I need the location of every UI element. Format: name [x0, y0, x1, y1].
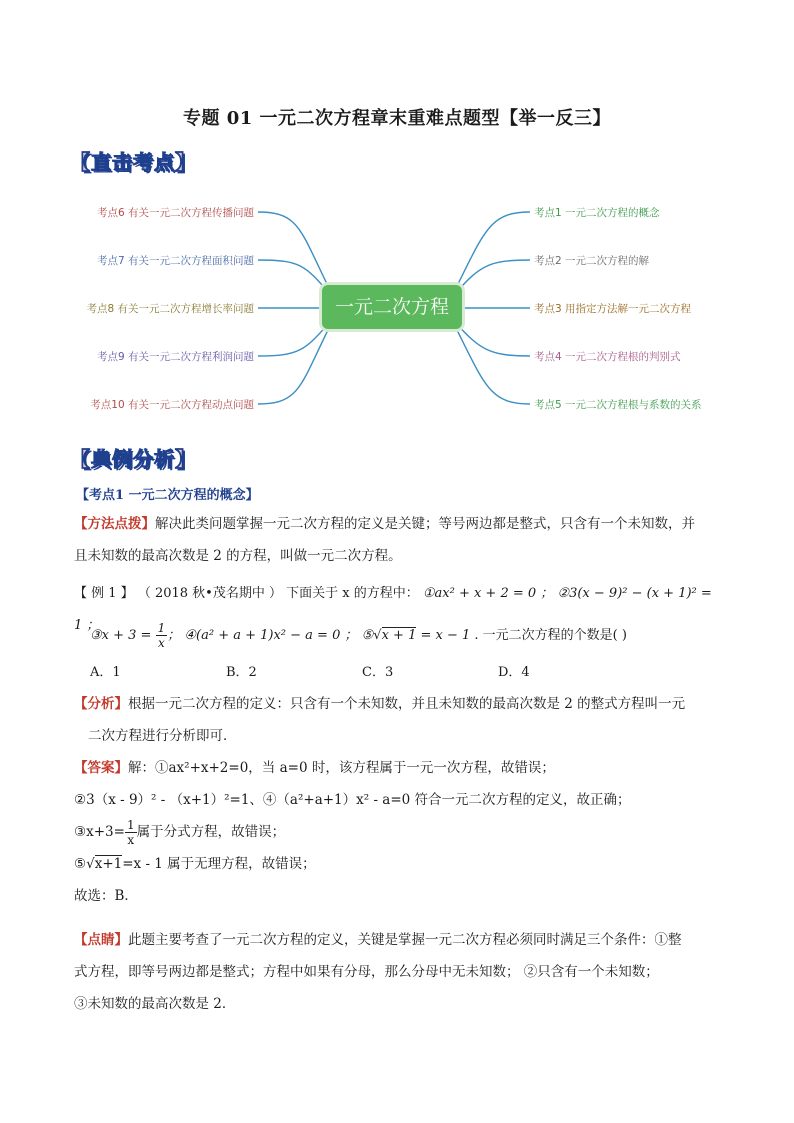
mindmap-right-1: 考点1 一元二次方程的概念: [534, 207, 660, 219]
equation-4: ④(a² + a + 1)x² − a = 0 ；: [184, 628, 358, 643]
mindmap-right-2: 考点2 一元二次方程的解: [534, 255, 650, 267]
example-line-2: [90, 620, 740, 652]
method-tag: 【方法点拨】: [74, 516, 155, 532]
example-text: 下面关于 x 的方程中：: [286, 586, 419, 601]
example-source: （ 2018 秋•茂名期中 ）: [137, 586, 282, 601]
choice-b: B．2: [226, 665, 257, 680]
example-tag: 【 例 1 】: [74, 586, 134, 601]
analysis-paragraph: 【分析】根据一元二次方程的定义：只含有一个未知数，并且未知数的最高次数是 2 的整式方程叫一元 二次方程进行分析即可．: [74, 696, 686, 744]
answer-line-5: 故选：B．: [74, 888, 138, 904]
equation-1: ①ax² + x + 2 = 0 ；: [422, 586, 554, 601]
equation-3: ③x + 3 = $\frac{1}{x}$ ；: [90, 621, 181, 650]
comment-paragraph: 【点睛】此题主要考查了一元二次方程的定义，关键是掌握一元二次方程必须同时满足三个条件：①整 式方程，即等号两边都是整式；方程中如果有分母，那么分母中无未知数； ②只含有一个未知数； ③未知数的最高次数是 2．: [74, 932, 682, 1012]
mindmap-left-3: 考点8 有关一元二次方程增长率问题: [86, 303, 254, 315]
choice-d: D．4: [498, 665, 530, 680]
analysis-tag: 【分析】: [74, 696, 128, 712]
choice-c: C．3: [362, 665, 394, 680]
answer-line-3: ③x+3= $\frac{1}{x}$ 属于分式方程，故错误；: [74, 818, 286, 847]
mindmap-left-4: 考点9 有关一元二次方程利润问题: [96, 351, 254, 363]
answer-line-2: ②3（x - 9）² - （x+1）²=1、④（a²+a+1）x² - a=0 符合一元二次方程的定义，故正确；: [74, 792, 631, 808]
equation-5: ⑤√x + 1 = x − 1 .: [361, 628, 479, 643]
banner-key-points: 【直击考点】: [70, 150, 196, 174]
mindmap-left-1: 考点6 有关一元二次方程传播问题: [96, 207, 254, 219]
page-title: 专题 01 一元二次方程章末重难点题型【举一反三】: [182, 108, 612, 129]
answer-paragraph: [74, 752, 724, 912]
method-paragraph: [74, 508, 724, 572]
mindmap-left-2: 考点7 有关一元二次方程面积问题: [96, 255, 254, 267]
mindmap-right-4: 考点4 一元二次方程根的判别式: [534, 351, 681, 363]
mindmap-left-5: 考点10 有关一元二次方程动点问题: [90, 399, 254, 411]
mindmap-center: 一元二次方程: [322, 285, 462, 329]
choice-a: A．1: [90, 665, 121, 680]
section-heading: 【考点1 一元二次方程的概念】: [76, 488, 259, 503]
method-text-2: 且未知数的最高次数是 2 的方程，叫做一元二次方程。: [74, 548, 402, 564]
answer-line-4: ⑤√x+1=x - 1 属于无理方程，故错误；: [74, 856, 316, 872]
comment-tag: 【点睛】: [74, 932, 128, 948]
banner-examples: 【典例分析】: [70, 447, 196, 471]
answer-tag: 【答案】: [74, 760, 128, 776]
mindmap-right-5: 考点5 一元二次方程根与系数的关系: [534, 399, 702, 411]
mindmap-right-3: 考点3 用指定方法解一元二次方程: [534, 303, 692, 315]
equation-2: ②3(x − 9)² − (x + 1)² = 1 ；: [74, 586, 712, 633]
method-text: 解决此类问题掌握一元二次方程的定义是关键；等号两边都是整式，只含有一个未知数，并: [155, 516, 695, 532]
answer-line-1: 解：①ax²+x+2=0，当 a=0 时，该方程属于一元一次方程，故错误；: [128, 760, 555, 776]
question-text: 一元二次方程的个数是( ): [482, 628, 627, 643]
choices: [90, 661, 634, 680]
